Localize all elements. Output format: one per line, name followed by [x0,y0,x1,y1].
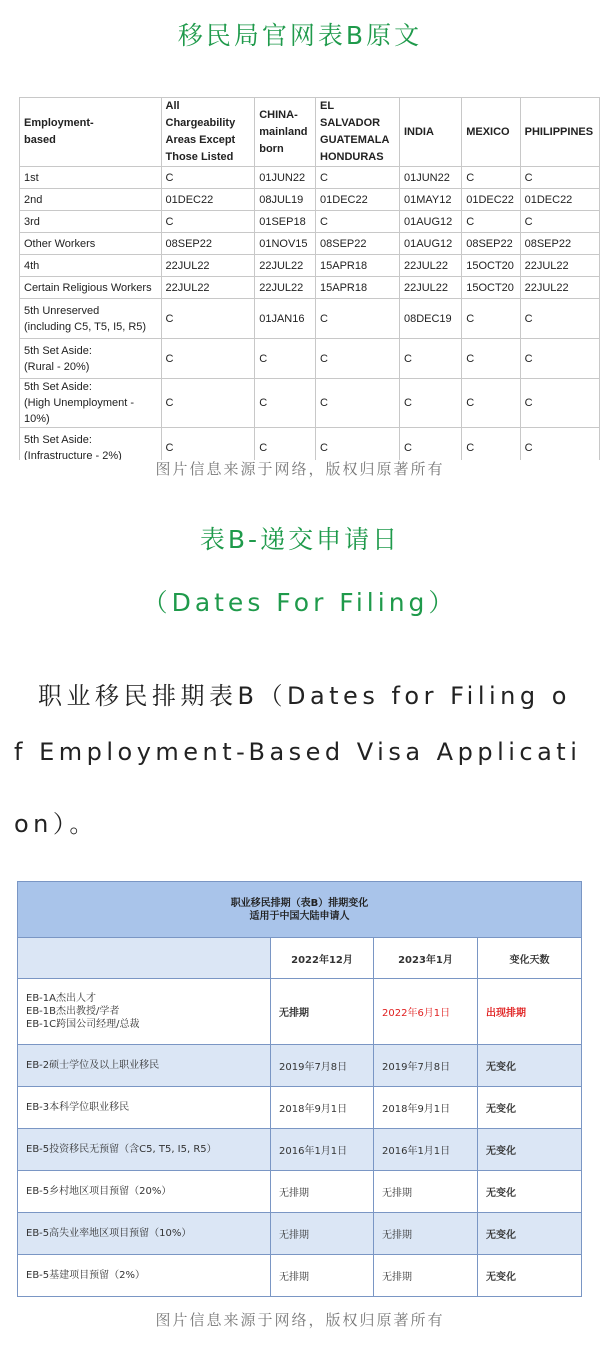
table-cell: C [399,339,461,379]
table-cell: 01DEC22 [161,189,255,211]
header-cell: 2023年1月 [374,938,478,979]
table-subtitle-line: 适用于中国大陆申请人 [249,910,350,922]
change-cell: 无变化 [478,1087,582,1129]
table-cell: C [316,299,400,339]
table-cell: C [316,167,400,189]
header-cell: 2022年12月 [271,938,374,979]
image-caption: 图片信息来源于网络，版权归原著所有 [155,460,445,478]
table-cell: 22JUL22 [255,255,316,277]
table-cell: 15APR18 [316,277,400,299]
section-subtitle: （Dates For Filing） [142,588,458,617]
date-cell: 2022年6月1日 [374,979,478,1045]
table-cell: 08SEP22 [316,233,400,255]
header-cell: EL SALVADOR GUATEMALA HONDURAS [316,98,400,167]
table-cell: C [520,211,599,233]
table-cell: 01JUN22 [255,167,316,189]
table-cell: 01MAY12 [399,189,461,211]
table-cell: 01DEC22 [462,189,520,211]
row-label: 4th [20,255,162,277]
row-label: 3rd [20,211,162,233]
table-cell: 22JUL22 [161,277,255,299]
table-cell: C [316,339,400,379]
table-row [18,1045,582,1087]
table-cell: C [520,167,599,189]
visa-bulletin-table [19,97,600,460]
date-cell: 无排期 [271,1171,374,1213]
date-cell: 无排期 [271,979,374,1045]
table-cell: C [316,211,400,233]
change-cell: 无变化 [478,1255,582,1297]
table-row [18,1255,582,1297]
table-row [20,379,600,428]
table-cell: C [316,428,400,461]
table-row [20,233,600,255]
priority-date-change-table [17,881,582,1297]
date-cell: 无排期 [374,1171,478,1213]
row-label: EB-5高失业率地区项目预留（10%） [18,1213,271,1255]
header-cell: All Chargeability Areas Except Those Listed [161,98,255,167]
date-cell: 无排期 [271,1255,374,1297]
date-cell: 无排期 [374,1255,478,1297]
row-label: 5th Unreserved (including C5, T5, I5, R5) [20,299,162,339]
table-cell: 08DEC19 [399,299,461,339]
table-cell: C [462,339,520,379]
table-row [20,277,600,299]
header-cell: Employment- based [20,98,162,167]
table-cell: 01DEC22 [520,189,599,211]
table-cell: 22JUL22 [255,277,316,299]
table-cell: C [399,379,461,428]
table-row [20,299,600,339]
table-cell: 01AUG12 [399,233,461,255]
table-cell: 22JUL22 [399,277,461,299]
table-cell: 01JAN16 [255,299,316,339]
table-row [18,1213,582,1255]
table-cell: 22JUL22 [520,277,599,299]
table-cell: C [520,299,599,339]
table-cell: C [462,167,520,189]
table-cell: C [316,379,400,428]
image-caption: 图片信息来源于网络，版权归原著所有 [155,1311,445,1329]
table-cell: C [462,379,520,428]
row-label: 1st [20,167,162,189]
table-cell: C [161,428,255,461]
row-label: 5th Set Aside: (Rural - 20%) [20,339,162,379]
header-cell: 变化天数 [478,938,582,979]
table-cell: C [520,339,599,379]
row-label: 5th Set Aside: (High Unemployment - 10%) [20,379,162,428]
date-cell: 2019年7月8日 [271,1045,374,1087]
table-cell: 15OCT20 [462,277,520,299]
paragraph-line: on）。 [14,810,98,838]
table-cell: 08SEP22 [161,233,255,255]
row-label: EB-5投资移民无预留（含C5, T5, I5, R5） [18,1129,271,1171]
date-cell: 2018年9月1日 [374,1087,478,1129]
table-row [20,167,600,189]
row-label: 2nd [20,189,162,211]
row-label: EB-5乡村地区项目预留（20%） [18,1171,271,1213]
table-cell: 15APR18 [316,255,400,277]
table-cell: 08SEP22 [520,233,599,255]
paragraph-line: 职业移民排期表B（Dates for Filing o [38,682,571,710]
section-title: 表B-递交申请日 [199,525,401,554]
row-label: EB-5基建项目预留（2%） [18,1255,271,1297]
header-cell: PHILIPPINES [520,98,599,167]
table-cell: C [161,211,255,233]
table-row [18,1129,582,1171]
change-cell: 无变化 [478,1045,582,1087]
date-cell: 2016年1月1日 [271,1129,374,1171]
table-cell: C [462,428,520,461]
table-row [20,339,600,379]
row-label: 5th Set Aside: (Infrastructure - 2%) [20,428,162,461]
table-cell: 08JUL19 [255,189,316,211]
table-cell: 01JUN22 [399,167,461,189]
table-cell: 08SEP22 [462,233,520,255]
row-label: Other Workers [20,233,162,255]
date-cell: 2019年7月8日 [374,1045,478,1087]
table-cell: C [161,339,255,379]
change-cell: 无变化 [478,1171,582,1213]
change-cell: 无变化 [478,1129,582,1171]
table-cell: 22JUL22 [161,255,255,277]
table-cell: 01SEP18 [255,211,316,233]
header-cell [18,938,271,979]
table-row [20,211,600,233]
table-a-wrapper [0,0,600,460]
table-cell: C [462,211,520,233]
header-cell: MEXICO [462,98,520,167]
date-cell: 无排期 [374,1213,478,1255]
paragraph-line: f Employment-Based Visa Applicati [14,738,582,766]
table-cell: C [520,428,599,461]
table-title [18,882,582,938]
table-row [18,979,582,1045]
table-row [20,428,600,461]
table-title-line: 职业移民排期（表B）排期变化 [230,897,369,909]
table-cell: C [520,379,599,428]
table-cell: C [161,379,255,428]
header-cell: INDIA [399,98,461,167]
row-label: EB-1A杰出人才 EB-1B杰出教授/学者 EB-1C跨国公司经理/总裁 [18,979,271,1045]
table-header-row [18,938,582,979]
table-cell: 01AUG12 [399,211,461,233]
date-cell: 无排期 [271,1213,374,1255]
table-cell: C [399,428,461,461]
table-cell: C [255,428,316,461]
table-cell: 01NOV15 [255,233,316,255]
change-cell: 无变化 [478,1213,582,1255]
table-row [20,255,600,277]
table-cell: C [255,339,316,379]
date-cell: 2016年1月1日 [374,1129,478,1171]
page-title: 移民局官网表B原文 [177,21,423,50]
header-cell: CHINA-mainland born [255,98,316,167]
table-cell: C [161,299,255,339]
row-label: EB-2硕士学位及以上职业移民 [18,1045,271,1087]
table-cell: 01DEC22 [316,189,400,211]
table-cell: C [161,167,255,189]
table-cell: 22JUL22 [520,255,599,277]
table-cell: C [255,379,316,428]
table-row [20,189,600,211]
row-label: EB-3本科学位职业移民 [18,1087,271,1129]
table-row [18,1087,582,1129]
table-cell: 22JUL22 [399,255,461,277]
table-cell: C [462,299,520,339]
date-cell: 2018年9月1日 [271,1087,374,1129]
change-cell: 出现排期 [478,979,582,1045]
row-label: Certain Religious Workers [20,277,162,299]
table-row [18,1171,582,1213]
table-cell: 15OCT20 [462,255,520,277]
table-header-row [20,98,600,167]
